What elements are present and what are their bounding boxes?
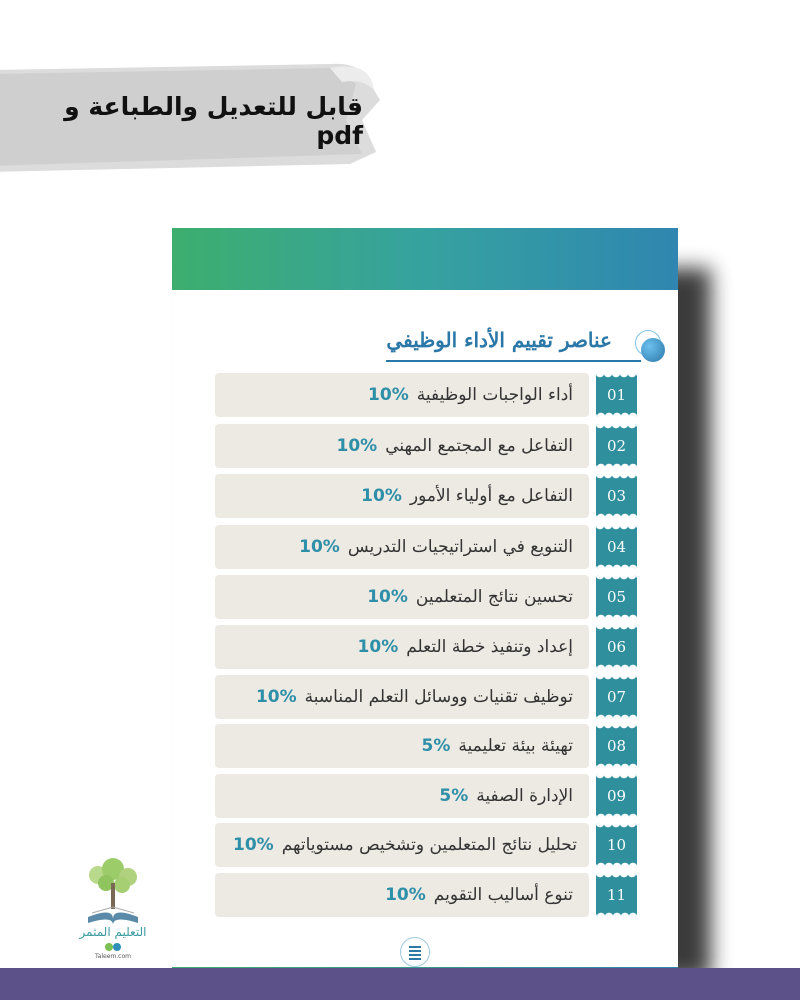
banner-text: قابل للتعديل والطباعة و pdf (64, 92, 363, 150)
item-percent: 10% (357, 637, 399, 657)
item-text (422, 724, 574, 768)
item-percent: 10% (367, 587, 408, 607)
bottom-bar (0, 968, 800, 1000)
item-text (256, 675, 573, 719)
item-percent: 10% (361, 486, 402, 506)
item-label: تهيئة بيئة تعليمية (458, 736, 573, 756)
item-number: 11 (606, 886, 627, 904)
item-number: 06 (606, 638, 627, 656)
item-number: 07 (606, 688, 627, 706)
list-item (215, 675, 637, 719)
item-number-tab (596, 474, 637, 518)
item-text (337, 424, 573, 468)
logo-dots-icon (68, 941, 158, 953)
section-title-block (236, 316, 666, 356)
title-underline (386, 360, 641, 362)
list-item (215, 774, 637, 818)
item-label: توظيف تقنيات ووسائل التعلم المناسبة (304, 687, 573, 707)
item-label: التفاعل مع أولياء الأمور (409, 486, 573, 506)
item-number-tab (596, 823, 637, 867)
title-dot-icon (641, 338, 665, 362)
item-label: الإدارة الصفية (476, 786, 573, 806)
item-number: 08 (606, 737, 627, 755)
logo-name: التعليم المثمر (79, 925, 147, 939)
item-percent: 10% (368, 385, 409, 405)
item-number-tab (596, 724, 637, 768)
logo-url: Taleem.com (95, 953, 131, 960)
tree-book-icon (68, 855, 158, 927)
list-item (215, 575, 637, 619)
page-title: عناصر تقييم الأداء الوظيفي (386, 328, 612, 352)
list-item (215, 474, 637, 518)
item-number-tab (596, 525, 637, 569)
item-number: 10 (606, 836, 627, 854)
item-number: 09 (606, 787, 627, 805)
item-percent: 5% (439, 786, 469, 806)
item-label: التنويع في استراتيجيات التدريس (347, 537, 573, 557)
item-label: تحسين نتائج المتعلمين (415, 587, 573, 607)
item-text (367, 575, 573, 619)
item-text (358, 625, 573, 669)
item-number-tab (596, 625, 637, 669)
menu-list-icon (409, 954, 421, 956)
list-item (215, 525, 637, 569)
item-number-tab (596, 424, 637, 468)
item-number-tab (596, 575, 637, 619)
menu-list-icon (409, 950, 421, 952)
item-percent: 10% (299, 537, 340, 557)
item-number: 05 (606, 588, 627, 606)
item-text (385, 873, 573, 917)
item-text (368, 373, 573, 417)
item-percent: 10% (385, 885, 426, 905)
list-item (215, 424, 637, 468)
list-item (215, 873, 637, 917)
item-percent: 5% (421, 736, 451, 756)
list-item (215, 373, 637, 417)
item-percent: 10% (232, 835, 274, 855)
list-item (215, 823, 637, 867)
menu-button[interactable] (400, 937, 430, 967)
item-label: تنوع أساليب التقويم (433, 885, 573, 905)
page-header-gradient (172, 228, 678, 290)
item-number-tab (596, 774, 637, 818)
brand-logo (68, 855, 158, 965)
item-text (439, 774, 573, 818)
item-number: 04 (606, 538, 627, 556)
item-text (361, 474, 573, 518)
item-text (299, 525, 573, 569)
item-label: إعداد وتنفيذ خطة التعلم (406, 637, 573, 657)
menu-list-icon (409, 946, 421, 948)
item-number-tab (596, 675, 637, 719)
item-label: تحليل نتائج المتعلمين وتشخيص مستوياتهم (281, 835, 577, 855)
item-number: 01 (606, 386, 627, 404)
item-number: 03 (606, 487, 627, 505)
menu-list-icon (409, 958, 421, 960)
item-label: التفاعل مع المجتمع المهني (385, 436, 573, 456)
item-percent: 10% (255, 687, 297, 707)
list-item (215, 625, 637, 669)
item-number: 02 (606, 437, 627, 455)
item-percent: 10% (336, 436, 378, 456)
item-text (233, 823, 577, 867)
item-number-tab (596, 873, 637, 917)
item-number-tab (596, 373, 637, 417)
item-label: أداء الواجبات الوظيفية (416, 385, 573, 405)
list-item (215, 724, 637, 768)
